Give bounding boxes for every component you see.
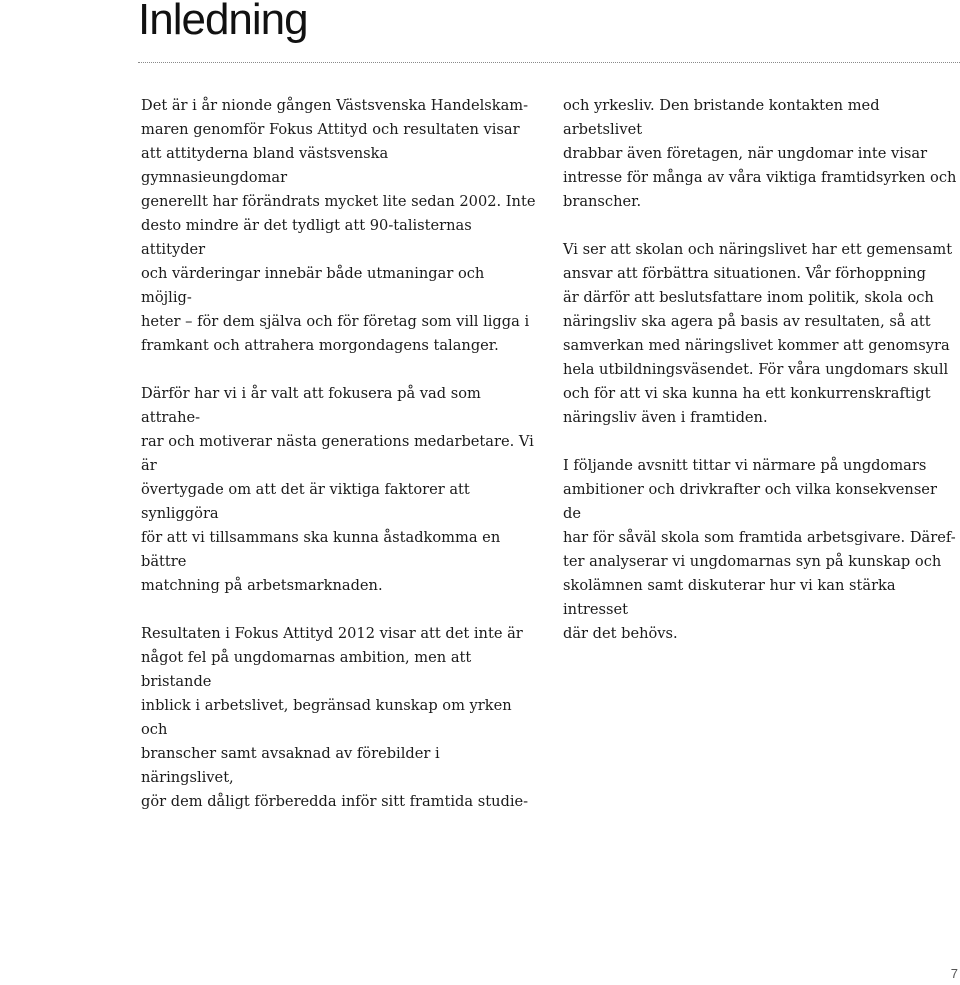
paragraph-focus: Därför har vi i år valt att fokusera på vad som attrahe- rar och motiverar nästa generations medarbetare. Vi är övertygade om att det är viktiga faktorer att synliggöra för att vi tillsammans ska kunna åstadkomma en bättre matchning på arbetsmarknaden. [141,385,534,594]
page-number: 7 [950,966,958,981]
right-column [563,94,958,670]
page-title: Inledning [138,0,308,44]
paragraph-continuation: och yrkesliv. Den bristande kontakten med arbetslivet drabbar även företagen, när ungdomar inte visar intresse för många av våra viktiga framtidsyrken och branscher. [563,97,957,210]
title-divider [138,62,960,63]
left-column [141,94,536,838]
paragraph-intro: Det är i år nionde gången Västsvenska Handelskam- maren genomför Fokus Attityd och resultaten visar att attityderna bland västsvenska gymnasieungdomar generellt har förändrats mycket lite sedan 2002. Inte desto mindre är det tydligt att 90-talisternas attityder och värderingar innebär både utmaningar och möjlig- heter – för dem själva och för företag som vill ligga i framkant och attrahera morgondagens talanger. [141,97,536,354]
paragraph-results: Resultaten i Fokus Attityd 2012 visar att det inte är något fel på ungdomarnas ambition, men att bristande inblick i arbetslivet, begränsad kunskap om yrken och branscher samt avsaknad av förebilder i näringslivet, gör dem dåligt förberedda inför sitt framtida studie- [141,625,529,810]
paragraph-outline: I följande avsnitt tittar vi närmare på ungdomars ambitioner och drivkrafter och vilka konsekvenser de har för såväl skola som framtida arbetsgivare. Däref- ter analyserar vi ungdomarnas syn på kunskap och skolämnen samt diskuterar hur vi kan stärka intresset där det behövs. [563,457,956,642]
paragraph-responsibility: Vi ser att skolan och näringslivet har ett gemensamt ansvar att förbättra situationen. Vår förhoppning är därför att beslutsfattare inom politik, skola och näringsliv ska agera på basis av resultaten, så att samverkan med näringslivet kommer att genomsyra hela utbildningsväsendet. För våra ungdomars skull och för att vi ska kunna ha ett konkurrenskraftigt näringsliv även i framtiden. [563,241,953,426]
